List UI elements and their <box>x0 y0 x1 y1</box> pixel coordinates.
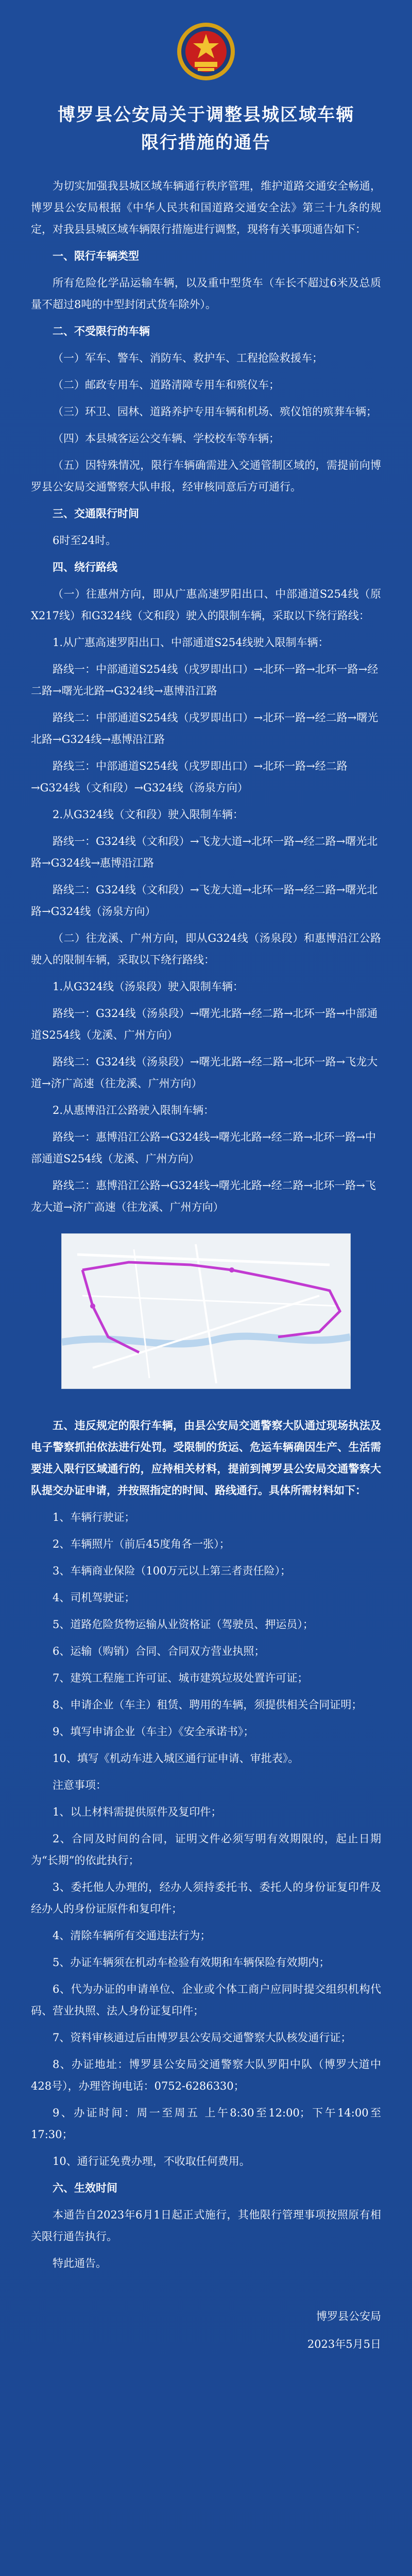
materials-item: 6、运输（购销）合同、合同双方营业执照； <box>53 1645 265 1657</box>
notes-item: 3、委托他人办理的，经办人须持委托书、委托人的身份证复印件及经办人的身份证原件和复印件； <box>31 1881 381 1915</box>
route-item: 路线二：G324线（文和段）→飞龙大道→北环一路→经二路→曙光北路→G324线（汤泉方向） <box>31 884 378 918</box>
route-item: 路线二：G324线（汤泉段）→曙光北路→经二路→北环一路→飞龙大道→济广高速（往龙溪、广州方向） <box>31 1056 378 1090</box>
notes-item: 8、办证地址：博罗县公安局交通警察大队罗阳中队（博罗大道中428号），办理咨询电话：0752-6286330； <box>31 2058 381 2092</box>
route-item: 路线一：中部通道S254线（戌罗即出口）→北环一路→北环一路→经二路→曙光北路→G324线→惠博沿江路 <box>31 663 379 697</box>
section-1-title: 一、限行车辆类型 <box>53 249 139 262</box>
notes-item: 6、代为办证的申请单位、企业或个体工商户应同时提交组织机构代码、营业执照、法人身份证复印件； <box>31 1983 381 2017</box>
notes-item: 7、资料审核通过后由博罗县公安局交通警察大队核发通行证； <box>53 2031 352 2044</box>
section-2-item: （二）邮政专用车、道路清障专用车和殡仪车； <box>53 379 280 391</box>
notes-item: 10、通行证免费办理，不收取任何费用。 <box>53 2155 250 2167</box>
intro-paragraph: 为切实加强我县城区域车辆通行秩序管理，维护道路交通安全畅通，博罗县公安局根据《中华人民共和国道路交通安全法》第三十九条的规定，对我县县城区域车辆限行措施进行调整，现将有关事项通告如下： <box>31 180 381 235</box>
materials-item: 1、车辆行驶证； <box>53 1511 135 1523</box>
title-line-2: 限行措施的通告 <box>141 132 271 153</box>
materials-item: 7、建筑工程施工许可证、城市建筑垃圾处置许可证； <box>53 1672 308 1684</box>
signature-org: 博罗县公安局 <box>316 2310 381 2323</box>
route-item: 路线二：中部通道S254线（戌罗即出口）→北环一路→经二路→曙光北路→G324线→惠博沿江路 <box>31 711 379 745</box>
notes-heading: 注意事项： <box>53 1779 107 1791</box>
section-4-dir1-sub2: 2.从G324线（文和段）驶入限制车辆： <box>53 808 244 821</box>
section-3-text: 6时至24时。 <box>53 534 117 547</box>
materials-item: 8、申请企业（车主）租赁、聘用的车辆，须提供相关合同证明； <box>53 1699 363 1711</box>
section-4-direction-1: （一）往惠州方向，即从广惠高速罗阳出口、中部通道S254线（原X217线）和G324线（文和段）驶入的限制车辆，采取以下绕行路线： <box>31 588 381 622</box>
section-2-item: （三）环卫、园林、道路养护专用车辆和机场、殡仪馆的殡葬车辆； <box>53 405 377 418</box>
materials-item: 2、车辆照片（前后45度角各一张）； <box>53 1538 230 1550</box>
closing-line: 特此通告。 <box>53 2257 107 2269</box>
route-item: 路线二：惠博沿江公路→G324线→曙光北路→经二路→北环一路→飞龙大道→济广高速（往龙溪、广州方向） <box>31 1179 376 1213</box>
section-4-direction-2: （二）往龙溪、广州方向，即从G324线（汤泉段）和惠博沿江公路驶入的限制车辆，采取以下绕行路线： <box>31 932 381 966</box>
notes-item: 9、办证时间：周一至周五 上午8:30至12:00；下午14:00至17:30； <box>31 2107 381 2141</box>
section-2-title: 二、不受限行的车辆 <box>53 325 150 337</box>
materials-item: 4、司机驾驶证； <box>53 1591 135 1604</box>
section-2-item: （一）军车、警车、消防车、救护车、工程抢险救援车； <box>53 352 323 364</box>
materials-item: 10、填写《机动车进入城区通行证申请、审批表》。 <box>53 1752 299 1765</box>
section-2-item: （五）因特殊情况，限行车辆确需进入交通管制区域的，需提前向博罗县公安局交通警察大队申报，经审核同意后方可通行。 <box>31 459 381 493</box>
emblem-wrap <box>31 0 381 88</box>
notes-item: 1、以上材料需提供原件及复印件； <box>53 1806 222 1818</box>
section-4-title: 四、绕行路线 <box>53 561 117 573</box>
title-line-1: 博罗县公安局关于调整县城区域车辆 <box>58 105 354 125</box>
route-item: 路线一：G324线（文和段）→飞龙大道→北环一路→经二路→曙光北路→G324线→惠博沿江路 <box>31 835 378 869</box>
police-emblem-icon <box>175 21 237 82</box>
materials-item: 5、道路危险货物运输从业资格证（驾驶员、押运员）； <box>53 1618 314 1631</box>
signature-date: 2023年5月5日 <box>307 2338 381 2350</box>
notes-item: 4、清除车辆所有交通违法行为； <box>53 1929 211 1942</box>
route-map-image <box>61 1233 351 1389</box>
notes-item: 5、办证车辆须在机动车检验有效期和车辆保险有效期内； <box>53 1956 330 1969</box>
signature-block <box>31 2305 381 2355</box>
section-6-title: 六、生效时间 <box>53 2181 117 2194</box>
materials-item: 9、填写申请企业（车主）《安全承诺书》； <box>53 1725 254 1738</box>
notice-title <box>31 101 381 157</box>
section-2-item: （四）本县城客运公交车辆、学校校车等车辆； <box>53 432 280 445</box>
section-3-title: 三、交通限行时间 <box>53 507 139 520</box>
route-item: 路线三：中部通道S254线（戌罗即出口）→北环一路→经二路→G324线（文和段）→G324线（汤泉方向） <box>31 760 348 794</box>
section-5-text: 五、违反规定的限行车辆，由县公安局交通警察大队通过现场执法及电子警察抓拍依法进行处罚。受限制的货运、危运车辆确因生产、生活需要进入限行区域通行的，应持相关材料，提前到博罗县公安局交通警察大队提交办证申请，并按照指定的时间、路线通行。具体所需材料如下： <box>31 1419 381 1497</box>
section-6-text: 本通告自2023年6月1日起正式施行，其他限行管理事项按照原有相关限行通告执行。 <box>31 2209 381 2243</box>
route-item: 路线一：惠博沿江公路→G324线→曙光北路→经二路→北环一路→中部通道S254线（龙溪、广州方向） <box>31 1131 376 1165</box>
section-4-dir1-sub1: 1.从广惠高速罗阳出口、中部通道S254线驶入限制车辆： <box>53 636 329 649</box>
route-item: 路线一：G324线（汤泉段）→曙光北路→经二路→北环一路→中部通道S254线（龙溪、广州方向） <box>31 1007 378 1041</box>
materials-item: 3、车辆商业保险（100万元以上第三者责任险）； <box>53 1565 291 1577</box>
notes-item: 2、合同及时间的合同，证明文件必须写明有效期限的，起止日期为“长期”的依此执行； <box>31 1833 381 1867</box>
section-1-text: 所有危险化学品运输车辆，以及重中型货车（车长不超过6米及总质量不超过8吨的中型封闭式货车除外）。 <box>31 277 381 311</box>
section-4-dir2-sub2: 2.从惠博沿江公路驶入限制车辆： <box>53 1104 215 1116</box>
section-4-dir2-sub1: 1.从G324线（汤泉段）驶入限制车辆： <box>53 980 244 993</box>
